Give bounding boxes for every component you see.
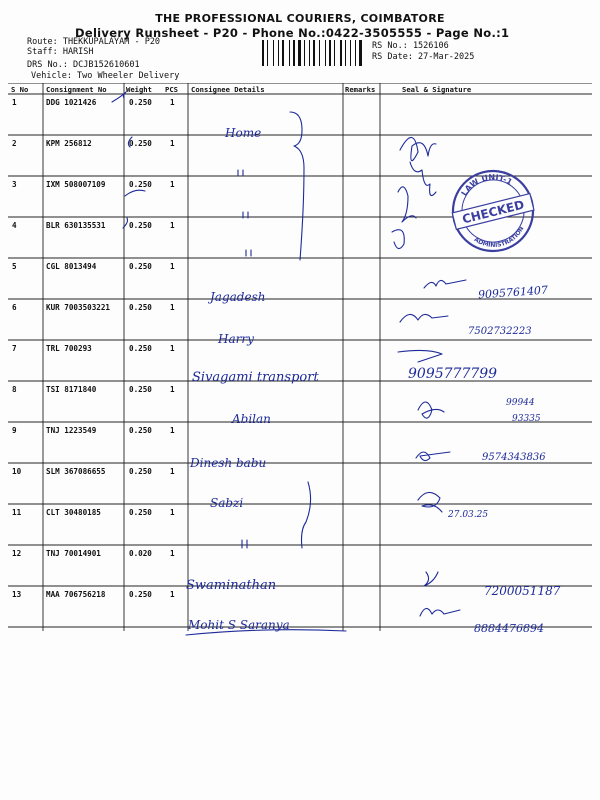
hand-phone-5: 9095761407	[477, 283, 549, 302]
ditto-mark	[246, 250, 251, 256]
cell-pcs: 1	[170, 262, 175, 271]
cell-pcs: 1	[170, 467, 175, 476]
cell-weight: 0.250	[129, 180, 152, 189]
cell-pcs: 1	[170, 344, 175, 353]
cell-sno: 1	[12, 98, 17, 107]
cell-consignment: TSI 8171840	[46, 385, 97, 394]
cell-sno: 11	[12, 508, 22, 517]
cell-weight: 0.250	[129, 221, 152, 230]
cell-sno: 5	[12, 262, 17, 271]
hand-consignee-6: Harry	[218, 332, 254, 346]
col-pcs: PCS	[165, 85, 178, 94]
cell-weight: 0.250	[129, 303, 152, 312]
rs-date-label: RS Date: 27-Mar-2025	[372, 52, 475, 62]
cell-weight: 0.250	[129, 262, 152, 271]
stamp-top-text: LAW UNIT-1	[459, 172, 514, 198]
cell-pcs: 1	[170, 508, 175, 517]
tick-mark	[112, 92, 126, 102]
cell-weight: 0.250	[129, 344, 152, 353]
signature-scribble	[424, 280, 466, 288]
company-title: THE PROFESSIONAL COURIERS, COIMBATORE	[155, 12, 445, 25]
cell-weight: 0.250	[129, 467, 152, 476]
rs-no-label: RS No.: 1526106	[372, 41, 449, 51]
staff-label: Staff: HARISH	[27, 47, 94, 57]
col-weight: Weight	[126, 85, 152, 94]
signature-scribble	[416, 452, 450, 461]
cell-pcs: 1	[170, 549, 175, 558]
hand-date-10: 27.03.25	[448, 510, 489, 520]
col-seal: Seal & Signature	[402, 85, 472, 94]
signature-scribble	[424, 572, 438, 586]
hand-consignee-8: Abilan	[232, 412, 271, 426]
cell-weight: 0.250	[129, 426, 152, 435]
col-sno: S No	[11, 85, 29, 94]
hand-phone-9: 9574343836	[482, 452, 546, 463]
col-remarks: Remarks	[345, 85, 376, 94]
cell-weight: 0.250	[129, 508, 152, 517]
hand-consignee-5: Jagadesh	[210, 290, 266, 304]
tick-mark	[123, 218, 128, 228]
cell-sno: 3	[12, 180, 17, 189]
cell-pcs: 1	[170, 590, 175, 599]
ditto-mark	[243, 212, 248, 218]
cell-sno: 9	[12, 426, 17, 435]
col-consignment: Consignment No	[46, 85, 107, 94]
hand-phone-8a: 99944	[506, 398, 535, 408]
cell-pcs: 1	[170, 139, 175, 148]
cell-sno: 6	[12, 303, 17, 312]
cell-pcs: 1	[170, 180, 175, 189]
cell-consignment: BLR 630135531	[46, 221, 106, 230]
cell-pcs: 1	[170, 221, 175, 230]
cell-pcs: 1	[170, 426, 175, 435]
hand-consignee-7: Sivagami transport	[192, 370, 319, 385]
signature-scribble	[398, 350, 442, 362]
hand-phone-7: 9095777799	[408, 366, 498, 382]
cell-weight: 0.250	[129, 98, 152, 107]
signature-scribble	[392, 230, 404, 249]
ditto-mark	[242, 540, 247, 548]
cell-consignment: KUR 7003503221	[46, 303, 111, 312]
cell-weight: 0.250	[129, 590, 152, 599]
signature-scribble	[400, 314, 448, 322]
hand-consignee-10: Sabzi	[210, 496, 244, 510]
hand-phone-13: 8884476894	[474, 622, 544, 635]
stamp-middle-text: CHECKED	[460, 197, 526, 227]
route-label: Route: THEKKUPALAYAM - P20	[27, 37, 161, 47]
cell-consignment: SLM 367086655	[46, 467, 106, 476]
cell-consignment: TNJ 70014901	[46, 549, 101, 558]
drs-label: DRS No.: DCJB152610601	[27, 60, 140, 70]
cell-consignment: TNJ 1223549	[46, 426, 97, 435]
signature-scribble	[420, 608, 460, 616]
cell-pcs: 1	[170, 385, 175, 394]
cell-sno: 7	[12, 344, 17, 353]
cell-pcs: 1	[170, 303, 175, 312]
hand-phone-6: 7502732223	[468, 326, 532, 337]
cell-sno: 13	[12, 590, 22, 599]
cell-consignment: CGL 8013494	[46, 262, 97, 271]
cell-consignment: CLT 30480185	[46, 508, 101, 517]
cell-weight: 0.250	[129, 139, 152, 148]
ditto-mark	[238, 170, 243, 176]
cell-weight: 0.250	[129, 385, 152, 394]
cell-weight: 0.020	[129, 549, 152, 558]
runsheet-subtitle: Delivery Runsheet - P20 - Phone No.:0422-3505555 - Page No.:1	[75, 26, 510, 40]
signature-scribble	[418, 492, 442, 512]
signature-scribble	[400, 137, 436, 160]
cell-sno: 10	[12, 467, 22, 476]
hand-consignee-1: Home	[225, 126, 262, 140]
brace-mark	[302, 482, 311, 548]
stamp-bottom-text: ADMINISTRATION	[472, 225, 526, 249]
checked-stamp	[450, 168, 536, 254]
cell-consignment: DDG 1021426	[46, 98, 97, 107]
brace-mark	[290, 112, 304, 260]
cell-sno: 2	[12, 139, 17, 148]
cell-consignment: IXM 508007109	[46, 180, 106, 189]
cell-pcs: 1	[170, 98, 175, 107]
signature-scribble	[398, 187, 416, 222]
cell-consignment: KPM 256812	[46, 139, 92, 148]
cell-consignment: MAA 706756218	[46, 590, 106, 599]
vehicle-label: Vehicle: Two Wheeler Delivery	[31, 71, 180, 81]
tick-mark	[125, 190, 145, 196]
col-consignee: Consignee Details	[191, 85, 265, 94]
hand-consignee-13: Mohit S Saranya	[188, 618, 290, 632]
signature-scribble	[418, 402, 444, 418]
hand-consignee-12: Swaminathan	[186, 578, 277, 593]
cell-sno: 8	[12, 385, 17, 394]
cell-sno: 12	[12, 549, 22, 558]
tick-mark	[128, 137, 132, 147]
cell-consignment: TRL 700293	[46, 344, 92, 353]
hand-phone-8b: 93335	[512, 414, 541, 424]
cell-sno: 4	[12, 221, 17, 230]
signature-scribble	[410, 162, 436, 196]
hand-phone-12: 7200051187	[484, 584, 561, 598]
hand-consignee-9: Dinesh babu	[190, 456, 267, 470]
